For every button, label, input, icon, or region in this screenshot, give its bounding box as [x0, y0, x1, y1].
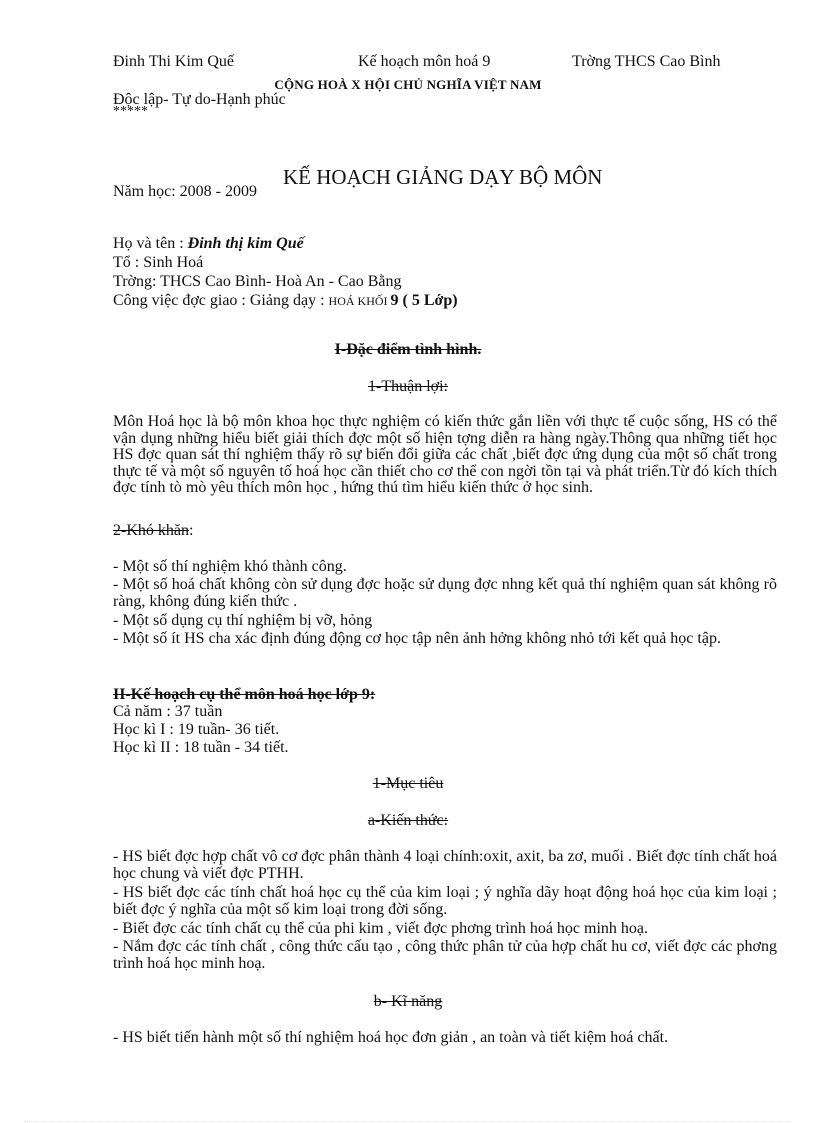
- difficulty-item: - Một số dụng cụ thí nghiệm bị vỡ, hỏng: [113, 612, 373, 629]
- difficulty-item: - Một số thí nghiệm khó thành công.: [113, 558, 347, 575]
- job-row: [113, 292, 458, 310]
- section1-advantages-heading: 1-Thuận lợi:: [368, 378, 448, 395]
- page-bottom-rule: [24, 1121, 792, 1122]
- school-row: Trờng: THCS Cao Bình- Hoà An - Cao Bằng: [113, 273, 402, 290]
- difficulties-heading: 2-Khó khăn: [113, 522, 189, 539]
- job-grade: 9 ( 5 Lớp): [390, 292, 458, 309]
- job-label: Công việc đợc giao : Giảng dạy :: [113, 292, 329, 309]
- national-title: CỘNG HOÀ X HỘI CHỦ NGHĨA VIỆT NAM: [274, 77, 542, 92]
- knowledge-item: - HS biết đợc hợp chất vô cơ đợc phân thành 4 loại chính:oxit, axit, ba zơ, muối . Biết đợc tính chất hoá học chung và viết đợc PTHH.: [113, 848, 777, 882]
- knowledge-item: - Biết đợc các tính chất cụ thể của phi kim , viết đợc phơng trình hoá học minh hoạ.: [113, 920, 649, 937]
- skills-heading: b- Kĩ năng: [373, 993, 443, 1010]
- teacher-name-label: Họ và tên :: [113, 235, 188, 252]
- motto: Độc lập- Tự do-Hạnh phúc: [113, 91, 286, 108]
- schedule-line: Học kì I : 19 tuần- 36 tiết.: [113, 721, 280, 738]
- difficulty-item: - Một số hoá chất không còn sử dụng đợc hoặc sử dụng đợc nhng kết quả thí nghiệm quan sát không rõ ràng, không đúng kiến thức .: [113, 576, 777, 610]
- schedule-line: Cả năm : 37 tuần: [113, 703, 223, 720]
- section1-heading: I-Đặc điểm tình hình.: [334, 341, 482, 358]
- stars-divider: *****: [113, 104, 148, 119]
- job-subject: HOÁ KHỐI: [328, 294, 391, 308]
- skill-item: - HS biết tiến hành một số thí nghiệm hoá học đơn giản , an toàn và tiết kiệm hoá chất.: [113, 1029, 669, 1046]
- teacher-name-value: Đinh thị kim Quế: [187, 235, 304, 252]
- knowledge-item: - Nắm đợc các tính chất , công thức cấu tạo , công thức phân tử của hợp chất hu cơ, viết đợc các phơng trình hoá học minh hoạ.: [113, 938, 777, 972]
- difficulties-colon: :: [188, 522, 194, 539]
- header-author: Đinh Thi Kim Quế: [113, 53, 235, 70]
- header-plan: Kế hoạch môn hoá 9: [358, 53, 491, 70]
- knowledge-heading: a-Kiến thức:: [367, 812, 449, 829]
- difficulties-heading-row: [113, 522, 193, 540]
- school-year: Năm học: 2008 - 2009: [113, 183, 257, 200]
- schedule-line: Học kì II : 18 tuần - 34 tiết.: [113, 739, 289, 756]
- teacher-name-row: [113, 235, 304, 253]
- page-title: KẾ HOẠCH GIẢNG DẠY BỘ MÔN: [283, 165, 603, 189]
- section2-heading: II-Kế hoạch cụ thể môn hoá học lớp 9:: [113, 686, 376, 703]
- advantages-paragraph: Môn Hoá học là bộ môn khoa học thực nghiệm có kiến thức gắn liền với thực tế cuộc sống, HS có thể vận dụng những hiểu biết giải thích đợc một số hiện tợng diễn ra hàng ngày.Thông qua những tiết học HS đợc quan sát thí nghiệm thấy rõ sự biến đổi giữa các chất ,biết đợc ứng dụng của một số chất trong thực tế và một số nguyên tố hoá học cần thiết cho cơ thể con ngời tồn tại và phát triển.Từ đó kích thích đợc tính tò mò yêu thích môn học , hứng thú tìm hiểu kiến thức ở học sinh.: [113, 413, 777, 496]
- knowledge-item: - HS biết đợc các tính chất hoá học cụ thể của kim loại ; ý nghĩa dãy hoạt động hoá học của kim loại ; biết đợc ý nghĩa của một số kim loại trong đời sống.: [113, 884, 777, 918]
- difficulty-item: - Một số ít HS cha xác định đúng động cơ học tập nên ảnh hởng không nhỏ tới kết quả học tập.: [113, 630, 721, 647]
- header-school: Trờng THCS Cao Bình: [572, 53, 721, 70]
- goals-heading: 1-Mục tiêu: [372, 775, 444, 792]
- group-row: Tổ : Sinh Hoá: [113, 254, 204, 271]
